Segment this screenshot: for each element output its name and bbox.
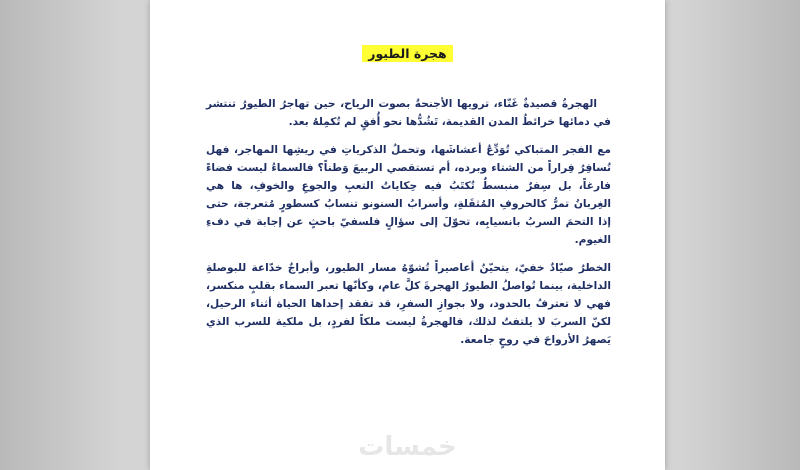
document-body: [206, 95, 611, 359]
paragraph-2: مع الفجر المتباكي تُوَدِّعُ أعشاشَها، وتحملُ الذكرياتِ في ريشِها المهاجر، فهل تُسافِرُ فِراراً من الشتاء وبرده، أم تستقصي الربيعَ وَطناً؟ فالسماءُ ليست فضاءً فارغاً، بل سِفرٌ منبسطٌ تُكتَبُ فيه حِكاياتُ التعبِ والجوعِ والخوفِ، ها هي الغِربانُ تمرُّ كالحروفِ المُثقَلةِ، وأسرابُ السنونو تنسابُ كسطورٍ مُتعرجة، حتى إذا التحمَ السربُ بانسيابِه، تحوّلَ إلى سؤالٍ فلسفيّ باحثٍ عن إجابة في دفءِ الغيوم.: [206, 144, 611, 246]
paragraph-3: الخطرُ صيّادٌ خفيّ، يتحيّنُ أعاصيراً تُشوّهُ مسار الطيور، وأبراجٌ خدّاعة للبوصلةِ الداخلية، بينما تُواصلُ الطيورُ الهجرةَ كلَّ عام، وكأنّها تعبر السماء بقلبٍ منكسر، فهي لا تعترفُ بالحدود، ولا بجوازِ السفرِ، قد تفقد إحداها الحياة أثناء الرحيل، لكنّ السربَ لا يلتفتُ لذلك، فالهجرةُ ليست ملكاً لفردٍ، بل ملكية للسرب الذي يَصهرُ الأرواحَ في روحٍ جامعة.: [206, 262, 611, 346]
highlighted-title-text: هجرة الطيور: [362, 45, 452, 62]
document-title: [150, 43, 665, 62]
document-page: [150, 0, 665, 470]
paragraph-1: الهجرةُ قصيدةٌ غَنّاء، ترويها الأجنحةُ بصوت الرياح، حين تهاجرُ الطيورُ تنتشر في دمائها خرائطُ المدن القديمة، تَشُدُّها نحو أُفقٍ لم تُكمِلهُ بعد.: [206, 98, 611, 128]
watermark-logo: خمسات: [358, 432, 457, 462]
